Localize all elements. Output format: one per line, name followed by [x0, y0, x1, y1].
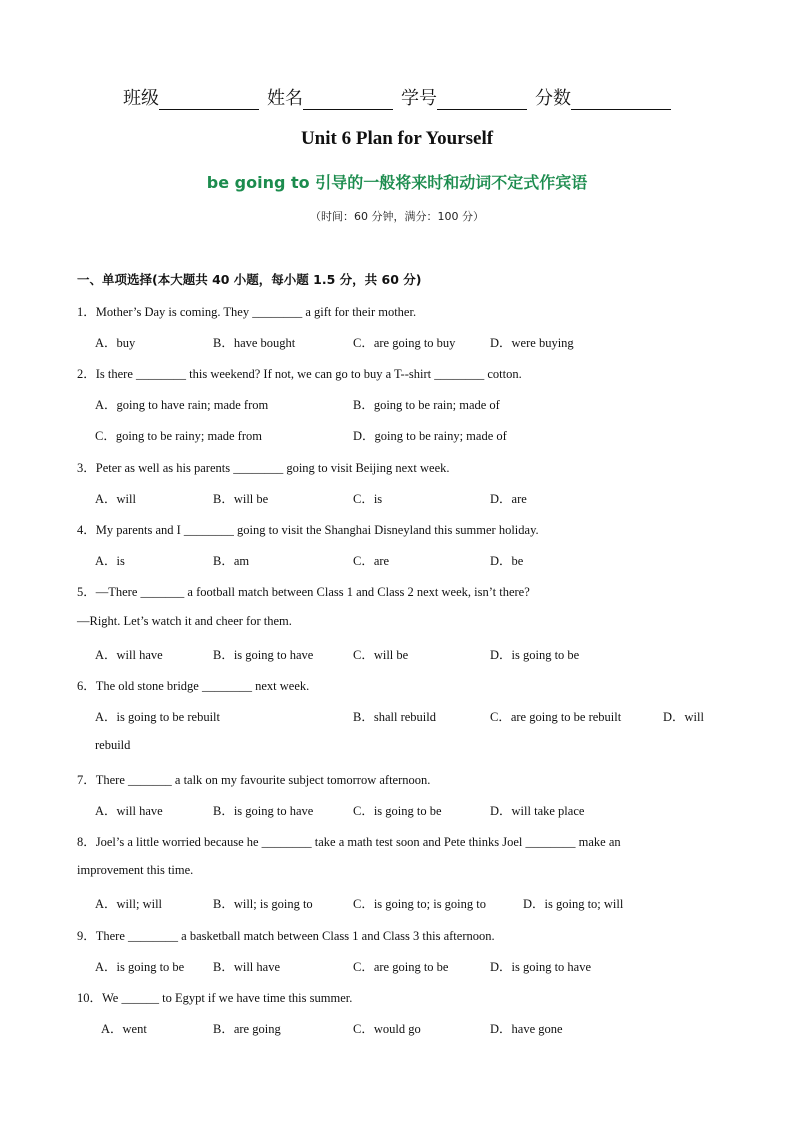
option-c: C．are — [353, 554, 390, 568]
option-b: B．going to be rain; made of — [353, 398, 500, 412]
option-b: B．shall rebuild — [353, 710, 436, 724]
option-d: D．will take place — [490, 804, 585, 818]
option-b: B．will; is going to — [213, 897, 313, 911]
option-a: A．going to have rain; made from — [95, 398, 269, 412]
option-a: A．will have — [95, 804, 163, 818]
question-stem: 5．—There _______ a football match between Class 1 and Class 2 next week, isn’t there? — [77, 585, 530, 599]
option-b: B．are going — [213, 1022, 281, 1036]
option-d: D．were buying — [490, 336, 574, 350]
score-label: 分数 — [535, 88, 571, 109]
option-d: D．are — [490, 492, 527, 506]
option-d: D．be — [490, 554, 524, 568]
option-a: A．is going to be — [95, 960, 185, 974]
page-title: Unit 6 Plan for Yourself — [300, 128, 494, 149]
option-c: C．are going to be rebuilt — [490, 710, 622, 724]
class-label: 班级 — [123, 88, 159, 109]
id-label: 学号 — [401, 88, 437, 109]
question-stem: 3．Peter as well as his parents ________ going to visit Beijing next week. — [77, 461, 450, 475]
option-d: D．is going to be — [490, 648, 580, 662]
name-label: 姓名 — [267, 88, 303, 109]
option-c: C．would go — [353, 1022, 421, 1036]
option-a: A．will — [95, 492, 136, 506]
option-a: A．is — [95, 554, 125, 568]
option-c: C．are going to be — [353, 960, 449, 974]
option-d: D．is going to have — [490, 960, 592, 974]
question-stem: 2．Is there ________ this weekend? If not, we can go to buy a T--shirt ________ cotton. — [77, 367, 522, 381]
question-stem: 4．My parents and I ________ going to visit the Shanghai Disneyland this summer holiday. — [77, 523, 539, 537]
option-b: B．will be — [213, 492, 269, 506]
page-subtitle: be going to 引导的一般将来时和动词不定式作宾语 — [206, 173, 588, 192]
time-info: （时间：60 分钟，满分：100 分） — [310, 210, 484, 223]
option-a: A．buy — [95, 336, 136, 350]
option-d: D．going to be rainy; made of — [353, 429, 507, 443]
question-stem: 9．There ________ a basketball match between Class 1 and Class 3 this afternoon. — [77, 929, 495, 943]
question-stem: 1．Mother’s Day is coming. They ________ a gift for their mother. — [77, 305, 417, 319]
option-c: C．are going to buy — [353, 336, 456, 350]
score-blank — [571, 91, 671, 110]
option-d: D．have gone — [490, 1022, 563, 1036]
option-c: C．is going to be — [353, 804, 442, 818]
option-c: C．will be — [353, 648, 409, 662]
option-d: D．will — [663, 710, 704, 724]
option-c: C．going to be rainy; made from — [95, 429, 262, 443]
id-blank — [437, 91, 527, 110]
question-continuation: improvement this time. — [77, 863, 194, 877]
question-stem: 10．We ______ to Egypt if we have time this summer. — [77, 991, 353, 1005]
section-title: 一、单项选择(本大题共 40 小题，每小题 1.5 分，共 60 分) — [77, 272, 422, 287]
option-b: B．have bought — [213, 336, 296, 350]
question-stem: 6．The old stone bridge ________ next week. — [77, 679, 310, 693]
option-a: A．will; will — [95, 897, 163, 911]
option-a: A．went — [101, 1022, 147, 1036]
option-d-wrap: rebuild — [95, 738, 131, 752]
question-stem: 8．Joel’s a little worried because he ________ take a math test soon and Pete thinks Joel ________ make an — [77, 835, 621, 849]
question-continuation: —Right. Let’s watch it and cheer for them. — [77, 614, 292, 628]
option-b: B．is going to have — [213, 648, 314, 662]
option-c: C．is going to; is going to — [353, 897, 487, 911]
option-d: D．is going to; will — [523, 897, 624, 911]
class-blank — [159, 91, 259, 110]
option-b: B．will have — [213, 960, 281, 974]
option-a: A．is going to be rebuilt — [95, 710, 220, 724]
option-b: B．is going to have — [213, 804, 314, 818]
option-a: A．will have — [95, 648, 163, 662]
question-stem: 7．There _______ a talk on my favourite subject tomorrow afternoon. — [77, 773, 431, 787]
option-c: C．is — [353, 492, 383, 506]
name-blank — [303, 91, 393, 110]
option-b: B．am — [213, 554, 250, 568]
student-info-line — [0, 84, 794, 110]
